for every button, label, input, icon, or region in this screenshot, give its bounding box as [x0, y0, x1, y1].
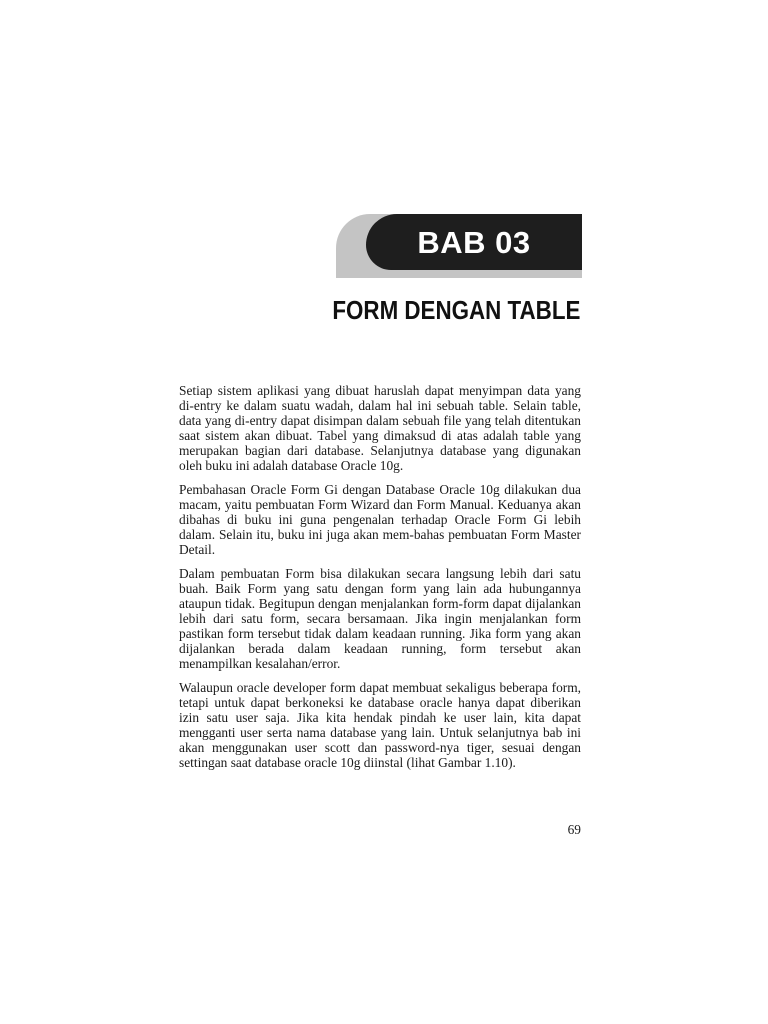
chapter-banner	[336, 214, 582, 278]
body-text	[179, 383, 581, 779]
page-number: 69	[567, 822, 581, 837]
paragraph: Walaupun oracle developer form dapat membuat sekaligus beberapa form, tetapi untuk dapat berkoneksi ke database oracle hanya dapat diberikan izin satu user saja. Jika kita hendak pindah ke user lain, kita dapat mengganti user serta nama database yang lain. Untuk selanjutnya bab ini akan menggunakan user scott dan password-nya tiger, sesuai dengan settingan saat database oracle 10g diinstal (lihat Gambar 1.10).	[179, 680, 581, 770]
chapter-label: BAB 03	[417, 225, 531, 260]
paragraph: Pembahasan Oracle Form Gi dengan Database Oracle 10g dilakukan dua macam, yaitu pembuatan Form Wizard dan Form Manual. Keduanya akan dibahas di buku ini guna pengenalan terhadap Oracle Form Gi lebih dalam. Selain itu, buku ini juga akan mem-bahas pembuatan Form Master Detail.	[179, 482, 581, 557]
paragraph: Setiap sistem aplikasi yang dibuat haruslah dapat menyimpan data yang di-entry ke dalam suatu wadah, dalam hal ini sebuah table. Selain table, data yang di-entry dapat disimpan dalam sebuah file yang telah ditentukan saat sistem akan dibuat. Tabel yang dimaksud di atas adalah table yang merupakan bagian dari database. Selanjutnya database yang digunakan oleh buku ini adalah database Oracle 10g.	[179, 383, 581, 473]
paragraph: Dalam pembuatan Form bisa dilakukan secara langsung lebih dari satu buah. Baik Form yang satu dengan form yang lain ada hubungannya ataupun tidak. Begitupun dengan menjalankan form-form dapat dijalankan lebih dari satu form, secara bersamaan. Jika ingin menjalankan form pastikan form tersebut tidak dalam keadaan running. Jika form yang akan dijalankan berada dalam keadaan running, form tersebut akan menampilkan kesalahan/error.	[179, 566, 581, 671]
banner-black-shape	[366, 214, 582, 270]
chapter-title: FORM DENGAN TABLE	[331, 295, 580, 325]
